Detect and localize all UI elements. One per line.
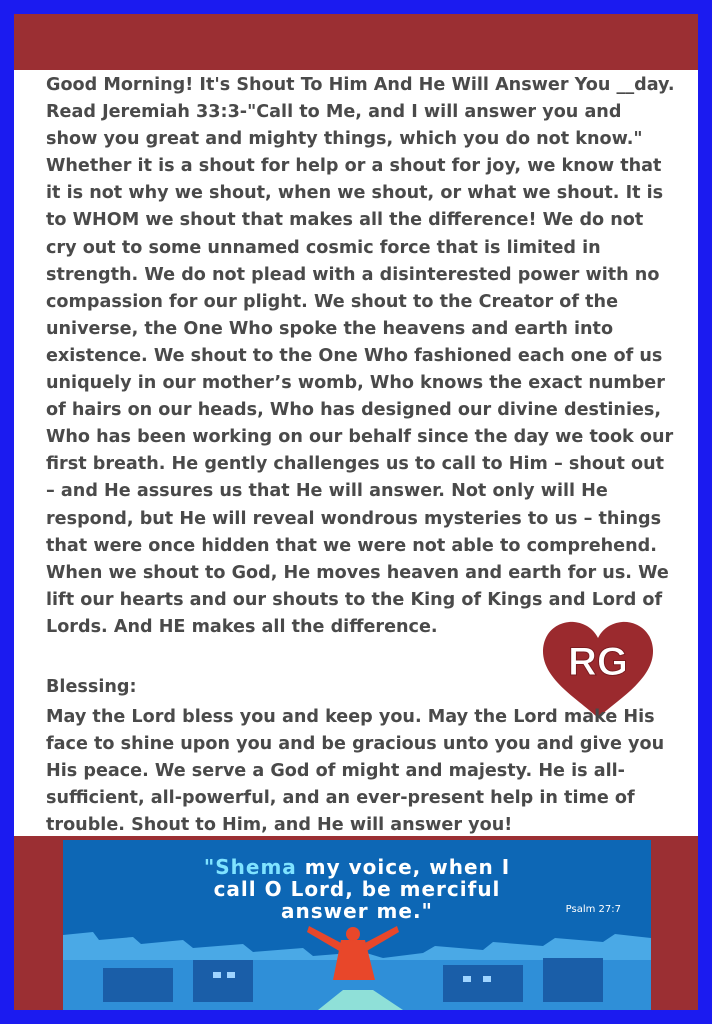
poster-quote-highlight: "Shema xyxy=(203,855,297,879)
poster-quote-line1: my voice, when I xyxy=(296,855,511,879)
poster-reference: Psalm 27:7 xyxy=(565,904,621,915)
poster-quote-line3: answer me." xyxy=(281,899,433,923)
poster-quote xyxy=(63,856,651,922)
rg-logo-text: RG xyxy=(568,640,628,684)
devotional-card xyxy=(14,14,698,1010)
top-banner xyxy=(14,14,698,70)
blessing-heading: Blessing: xyxy=(46,677,137,697)
scripture-poster xyxy=(63,840,651,1010)
devotional-paragraph: Good Morning! It's Shout To Him And He Will Answer You __day. Read Jeremiah 33:3-"Call to Me, and I will answer you and show you great and mighty things, which you do not know." Whether it is a shout for help or a shout for joy, we know that it is not why we shout, when we shout, or what we shout. It is to WHOM we shout that makes all the difference! We do not cry out to some unnamed cosmic force that is limited in strength. We do not plead with a disinterested power with no compassion for our plight. We shout to the Creator of the universe, the One Who spoke the heavens and earth into existence. We shout to the One Who fashioned each one of us uniquely in our mother’s womb, Who knows the exact number of hairs on our heads, Who has designed our divine destinies, Who has been working on our behalf since the day we took our first breath. He gently challenges us to call to Him – shout out – and He assures us that He will answer. Not only will He respond, but He will reveal wondrous mysteries to us – things that were once hidden that we were not able to comprehend. When we shout to God, He moves heaven and earth for us. We lift our hearts and our shouts to the King of Kings and Lord of Lords. And HE makes all the difference. xyxy=(46,75,675,637)
poster-quote-line2: call O Lord, be merciful xyxy=(213,877,501,901)
blessing-text: May the Lord bless you and keep you. May the Lord make His face to shine upon you and be gracious unto you and give you His peace. We serve a God of might and majesty. He is all-sufficient, all-powerful, and an ever-present help in time of trouble. Shout to Him, and He will answer you! xyxy=(46,707,665,836)
devotional-body xyxy=(46,72,676,641)
